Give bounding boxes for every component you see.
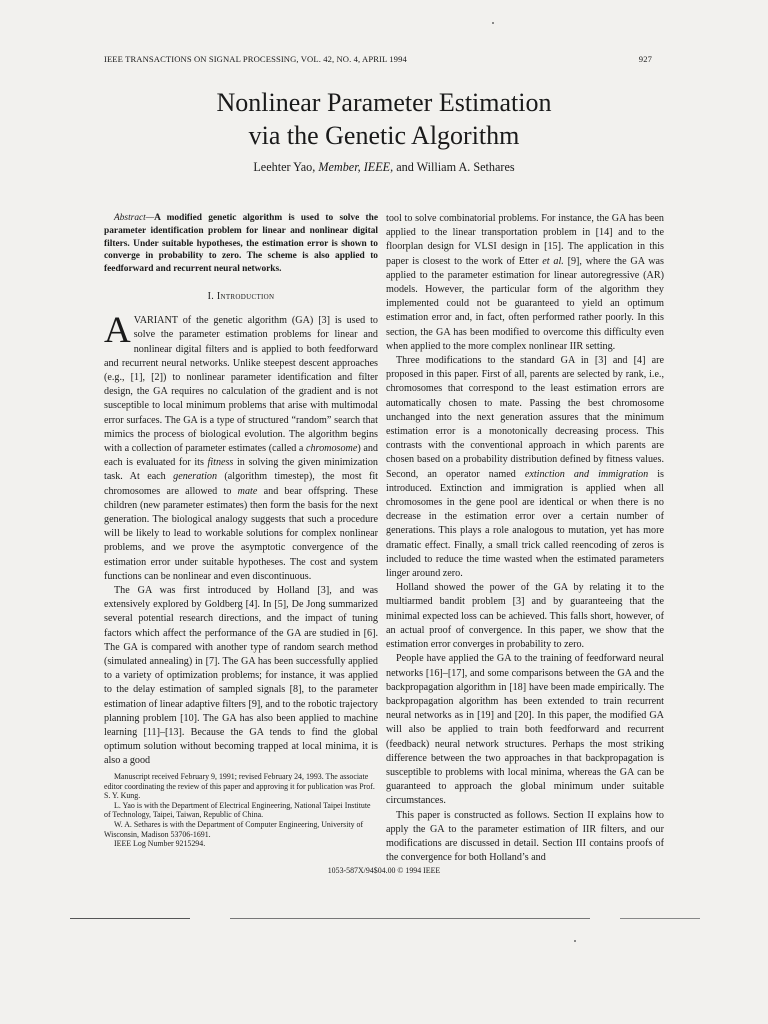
- term-generation: generation: [173, 471, 218, 483]
- abstract-text: A modified genetic algorithm is used to solve the parameter identification problem for linear and nonlinear digital filters. Under suitable hypotheses, the estimation error is shown to converge in probability to zero. The scheme is also applied to feedforward and recurrent neural networks.: [104, 213, 378, 275]
- journal-citation: IEEE TRANSACTIONS ON SIGNAL PROCESSING, VOL. 42, NO. 4, APRIL 1994: [104, 54, 407, 64]
- intro-text-e: and bear offspring. These children (new parameter estimates) then form the basis for the next generation. The biological analogy suggests that such a procedure will be likely to lead to workable solutions for complex nonlinear problems, and we prove the asymptotic convergence of the estimation error under suitable hypotheses. The cost and system functions can be nonlinear and even discontinuous.: [104, 485, 378, 582]
- intro-text-a: of the genetic algorithm (GA) [3] is used to solve the parameter estimation problems for linear and nonlinear digital filters and is applied to both feedforward and recurrent neural networks. Unlike steepest descent approaches (e.g., [1], [2]) to nonlinear parameter identification and filter design, the GA requires no calculation of the gradient and is not susceptible to local minimum problems that arise with multimodal error surfaces. The GA is a type of structured “random” search that mimics the process of biological evolution. The algorithm begins with a collection of parameter estimates (called a: [104, 315, 378, 455]
- footnote-block: [104, 772, 378, 849]
- page-number: 927: [638, 54, 652, 64]
- author-1-role: Member, IEEE,: [318, 160, 394, 174]
- term-chromosome: chromosome: [306, 443, 358, 455]
- right-paragraph-5: This paper is constructed as follows. Section II explains how to apply the GA to the parameter estimation of IIR filters, and our modifications are discussed in detail. Section III contains proofs of the convergence for both Holland’s and: [386, 809, 664, 864]
- intro-text-b: ) and each is evaluated for its: [104, 443, 378, 469]
- right-column: [386, 212, 664, 865]
- scan-speck: [574, 940, 576, 942]
- right-text-1b: [9], where the GA was applied to the parameter estimation for linear autoregressive (AR) models. However, the particular form of the algorithm they implemented could not be guaranteed to yield an optimum estimation error and, in fact, often performed rather poorly. In this section, the GA has been modified to overcome this difficulty even when applied to the more complex nonlinear IIR setting.: [386, 255, 664, 352]
- paper-title: [0, 86, 768, 152]
- intro-paragraph-2: The GA was first introduced by Holland [3], and was extensively explored by Goldberg [4]. In [5], De Jong summarized several potential research directions, and the impact of tuning factors which affect the performance of the GA are studied in [6]. The GA is compared with another type of random search method (simulated annealing) in [7]. The GA has been successfully applied to a variety of optimization problems; for instance, it was applied to the delay estimation of sampled signals [8], to the parameter estimation of linear adaptive filters [9], and to the robotic trajectory planning problem [10]. The GA has also been applied to machine learning [11]–[13]. Because the GA tends to find the global optimum solution without becoming trapped at local minima, it is also a good: [104, 585, 378, 767]
- right-paragraph-3: Holland showed the power of the GA by relating it to the multiarmed bandit problem [3] and by guaranteeing that the minimal expected loss can be achieved. This falls short, however, of an actual proof of convergence. In this paper, we show that the estimation error converges in probability to zero.: [386, 582, 664, 651]
- section-number: I.: [207, 290, 215, 302]
- intro-text-c: in solving the given minimization task. At each: [104, 457, 378, 483]
- copyright-line: 1053-587X/94$04.00 © 1994 IEEE: [327, 866, 441, 875]
- intro-paragraph-1: [104, 310, 378, 584]
- right-paragraph-4: People have applied the GA to the training of feedforward neural networks [16]–[17], and some comparisons between the GA and the backpropagation algorithm in [18] have been made empirically. The backpropagation algorithm has been extended to train recurrent neural networks as in [19] and [20]. In this paper, the modified GA will also be applied to train both feedforward and recurrent (feedback) neural network structures. Perhaps the most striking difference between the two approaches in that backpropagation is susceptible to problems with local minima, whereas the GA can be guaranteed to approach the global minimum under suitable circumstances.: [386, 653, 664, 807]
- intro-text-d: (algorithm timestep), the most fit chromosomes are allowed to: [104, 471, 378, 497]
- term-fitness: fitness: [207, 457, 234, 469]
- footnote-author-1: L. Yao is with the Department of Electrical Engineering, National Taipei Institute of Technology, Taipei, Taiwan, Republic of China.: [104, 800, 371, 820]
- lead-word: VARIANT: [133, 315, 178, 327]
- author-connector: and: [396, 160, 414, 174]
- right-text-2a: Three modifications to the standard GA in [3] and [4] are proposed in this paper. First of all, parents are selected by rank, i.e., chromosomes that correspond to the least estimation errors are automatically chosen to mate. Passing the best chromosome unchanged into the next generation assures that the minimum estimation error is a monotonically decreasing process. This contrasts with the conventional approach in which parents are chosen based on a probability distribution defined by fitness values. Second, an operator named: [386, 355, 664, 480]
- author-line: [0, 160, 768, 175]
- section-heading-introduction: [104, 290, 378, 304]
- right-text-1a: tool to solve combinatorial problems. For instance, the GA has been applied to the linear transportation problem in [14] and to the floorplan design for VLSI design in [15]. The application in this paper is closest to the work of Etter: [386, 213, 664, 267]
- author-1: Leehter Yao,: [253, 160, 316, 174]
- footnote-author-2: W. A. Sethares is with the Department of Computer Engineering, University of Wisconsin, Madison 53706-1691.: [104, 819, 364, 839]
- footnote-log-number: IEEE Log Number 9215294.: [114, 839, 206, 849]
- title-line-2: via the Genetic Algorithm: [248, 121, 520, 150]
- scan-rule-right: [620, 918, 700, 919]
- term-extinction-immigration: extinction and immigration: [524, 468, 649, 480]
- term-mate: mate: [237, 485, 258, 497]
- right-text-2b: is introduced. Extinction and immigration is applied when all chromosomes in the gene pool are identical or when there is no decrease in the estimation error over a certain number of generations. This plays a role analogous to mutation, yet has more dramatic effect. Finally, a small trick called reencoding of zeros is included to reduce the time wasted when the estimated parameters linger around zero.: [386, 468, 664, 580]
- left-column: [104, 212, 378, 769]
- footnote-manuscript: Manuscript received February 9, 1991; revised February 24, 1993. The associate editor coordinating the review of this paper and approving it for publication was Prof. S. Y. Kung.: [104, 772, 375, 801]
- term-et-al: et al.: [542, 255, 564, 267]
- abstract: [104, 212, 378, 276]
- running-header: [104, 54, 652, 64]
- right-paragraph-2: [386, 354, 664, 581]
- abstract-label: Abstract—: [114, 213, 155, 223]
- right-paragraph-1: [386, 212, 664, 354]
- scan-rule-left: [70, 918, 190, 919]
- scan-speck: [492, 22, 494, 24]
- section-title: Introduction: [216, 290, 275, 302]
- author-2: William A. Sethares: [416, 160, 515, 174]
- scan-rule-center: [230, 918, 590, 919]
- drop-cap: A: [104, 310, 131, 352]
- title-line-1: Nonlinear Parameter Estimation: [216, 88, 552, 117]
